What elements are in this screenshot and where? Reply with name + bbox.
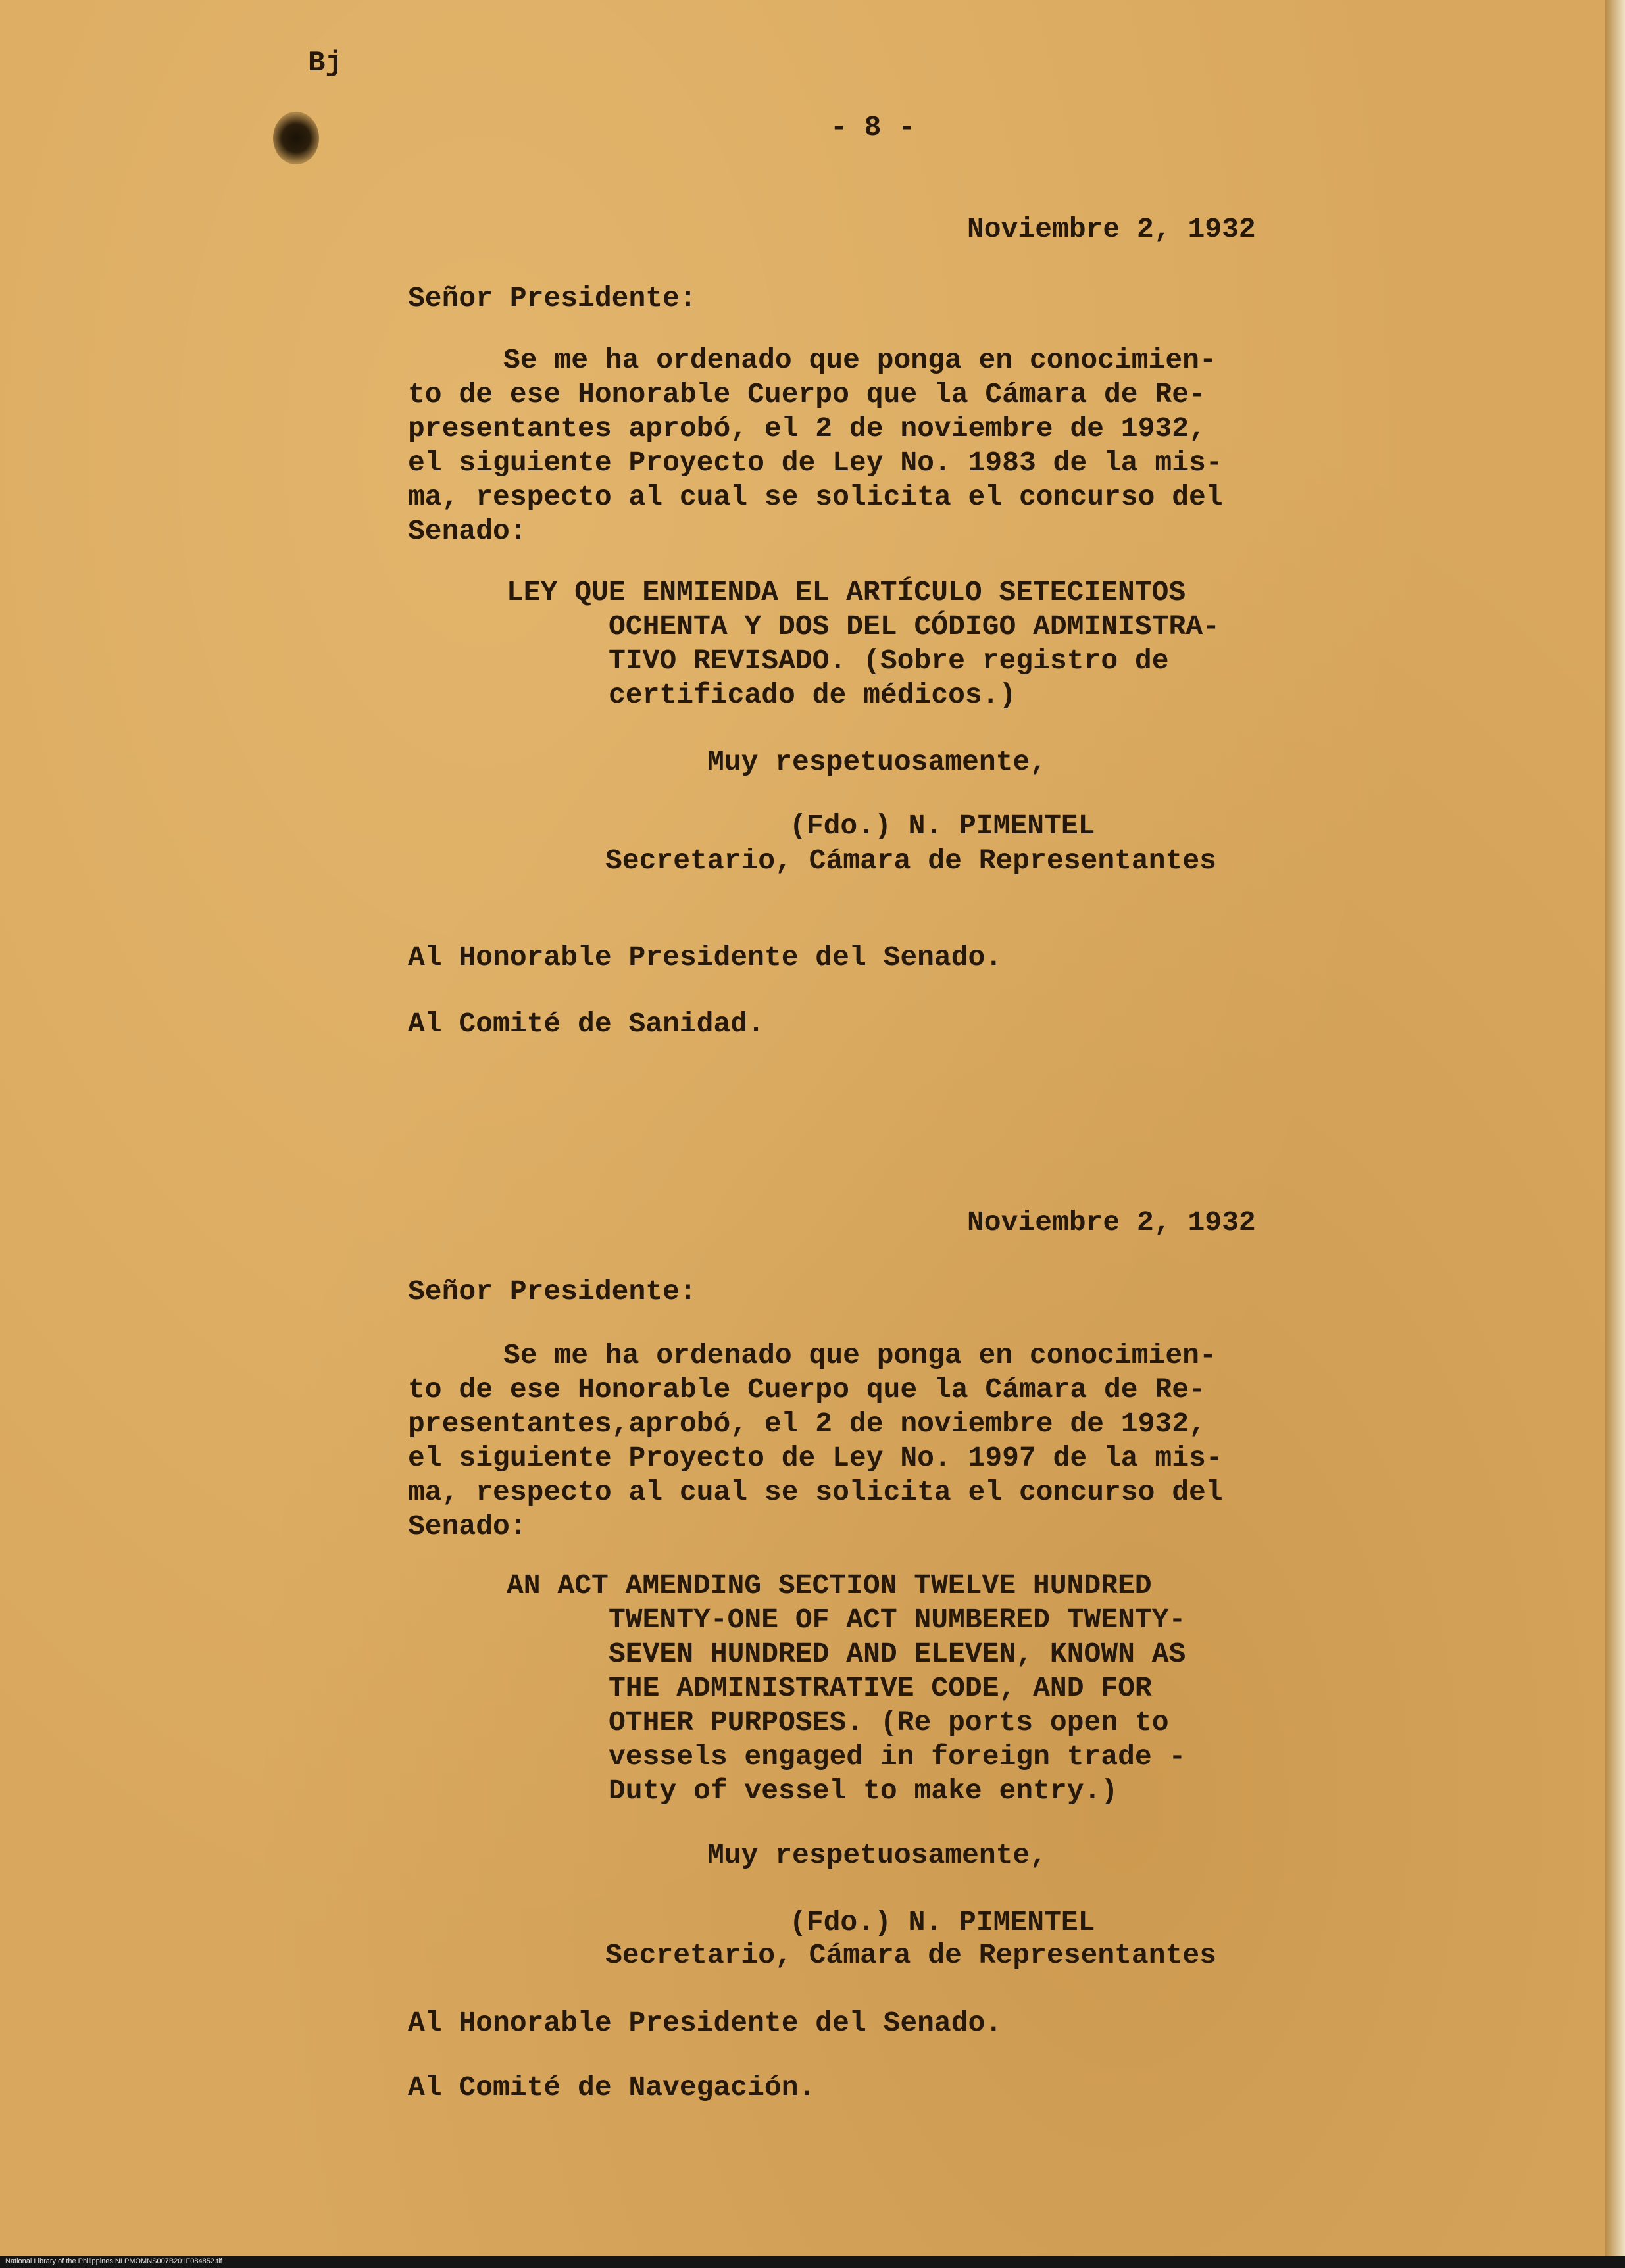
letter-2-body xyxy=(408,1339,1382,1544)
bill-line: vessels engaged in foreign trade - xyxy=(609,1740,1186,1773)
bill-line: Duty of vessel to make entry.) xyxy=(609,1775,1118,1807)
paper-edge xyxy=(1605,0,1625,2256)
page-number: - 8 - xyxy=(830,111,916,143)
letter-1-referral: Al Comité de Sanidad. xyxy=(408,1008,764,1040)
body-line: Se me ha ordenado que ponga en conocimien- xyxy=(503,1339,1216,1371)
body-line: el siguiente Proyecto de Ley No. 1983 de la mis- xyxy=(408,447,1223,479)
letter-2-salutation: Señor Presidente: xyxy=(408,1275,697,1308)
scan-footer-strip xyxy=(0,2256,1625,2268)
bill-line: OTHER PURPOSES. (Re ports open to xyxy=(609,1706,1169,1738)
body-line: Se me ha ordenado que ponga en conocimien- xyxy=(503,344,1216,376)
body-line: presentantes aprobó, el 2 de noviembre de 1932, xyxy=(408,412,1206,445)
bill-line: LEY QUE ENMIENDA EL ARTÍCULO SETECIENTOS xyxy=(507,576,1186,608)
letter-1-body xyxy=(408,343,1382,549)
body-line: el siguiente Proyecto de Ley No. 1997 de la mis- xyxy=(408,1442,1223,1474)
body-line: ma, respecto al cual se solicita el concurso del xyxy=(408,1476,1223,1508)
bill-line: SEVEN HUNDRED AND ELEVEN, KNOWN AS xyxy=(609,1638,1186,1670)
letter-1-addressee: Al Honorable Presidente del Senado. xyxy=(408,941,1003,974)
body-line: presentantes,aprobó, el 2 de noviembre de 1932, xyxy=(408,1408,1206,1440)
letter-1-signature: (Fdo.) N. PIMENTEL xyxy=(789,810,1095,842)
bill-line: TWENTY-ONE OF ACT NUMBERED TWENTY- xyxy=(609,1604,1186,1636)
letter-2-referral: Al Comité de Navegación. xyxy=(408,2071,816,2104)
body-line: ma, respecto al cual se solicita el concurso del xyxy=(408,481,1223,513)
body-line: Senado: xyxy=(408,515,527,547)
bill-line: certificado de médicos.) xyxy=(609,679,1016,711)
letter-1-bill-title xyxy=(507,576,1220,712)
letter-2-addressee: Al Honorable Presidente del Senado. xyxy=(408,2007,1003,2039)
bill-line: OCHENTA Y DOS DEL CÓDIGO ADMINISTRA- xyxy=(609,610,1220,643)
letter-2-closing: Muy respetuosamente, xyxy=(707,1839,1047,1871)
typist-initials: Bj xyxy=(308,47,343,80)
letter-1-signer-title: Secretario, Cámara de Representantes xyxy=(605,845,1216,877)
letter-1-salutation: Señor Presidente: xyxy=(408,282,697,314)
letter-2-signature: (Fdo.) N. PIMENTEL xyxy=(789,1906,1095,1938)
body-line: to de ese Honorable Cuerpo que la Cámara de Re- xyxy=(408,1373,1206,1406)
letter-2-signer-title: Secretario, Cámara de Representantes xyxy=(605,1939,1216,1971)
scan-caption: National Library of the Philippines NLPMOMNS007B201F084852.tif xyxy=(5,2257,222,2265)
body-line: to de ese Honorable Cuerpo que la Cámara de Re- xyxy=(408,378,1206,410)
ink-blot xyxy=(273,112,319,164)
bill-line: THE ADMINISTRATIVE CODE, AND FOR xyxy=(609,1672,1152,1704)
bill-line: AN ACT AMENDING SECTION TWELVE HUNDRED xyxy=(507,1569,1152,1602)
letter-1-date: Noviembre 2, 1932 xyxy=(967,213,1256,245)
letter-2-date: Noviembre 2, 1932 xyxy=(967,1206,1256,1239)
letter-2-bill-title xyxy=(507,1569,1186,1808)
body-line: Senado: xyxy=(408,1510,527,1542)
letter-1-closing: Muy respetuosamente, xyxy=(707,746,1047,778)
bill-line: TIVO REVISADO. (Sobre registro de xyxy=(609,645,1169,677)
